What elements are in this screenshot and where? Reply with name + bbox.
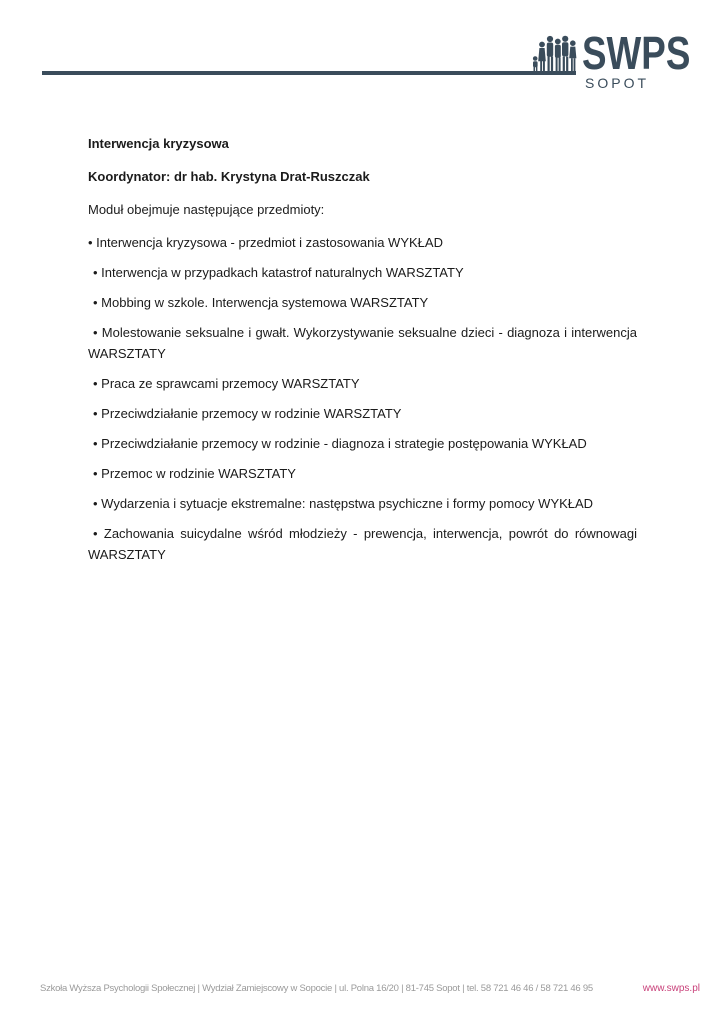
footer-address-text: Szkoła Wyższa Psychologii Społecznej | Wydział Zamiejscowy w Sopocie | ul. Polna 16/20 | 81-745 Sopot | tel. 58 721 46 46 / 58 721 46 95: [40, 983, 593, 994]
bullet-line-continuation: WARSZTATY: [88, 346, 166, 361]
header-divider-line: [42, 71, 576, 75]
footer-website-link[interactable]: www.swps.pl: [642, 983, 700, 994]
bullet-item: • Interwencja kryzysowa - przedmiot i zastosowania WYKŁAD: [88, 235, 443, 250]
brand-logo-text: SWPS: [582, 27, 691, 79]
bullet-line-justified: • Zachowania suicydalne wśród młodzieży - prewencja, interwencja, powrót do równowagi: [93, 526, 637, 541]
module-title: Interwencja kryzysowa: [88, 136, 229, 151]
intro-line: Moduł obejmuje następujące przedmioty:: [88, 202, 325, 217]
bullet-item: • Mobbing w szkole. Interwencja systemowa WARSZTATY: [93, 295, 429, 310]
bullet-item: • Przemoc w rodzinie WARSZTATY: [93, 466, 296, 481]
bullet-item: • Interwencja w przypadkach katastrof naturalnych WARSZTATY: [93, 265, 464, 280]
bullet-item: • Praca ze sprawcami przemocy WARSZTATY: [93, 376, 360, 391]
bullet-item: • Przeciwdziałanie przemocy w rodzinie WARSZTATY: [93, 406, 402, 421]
document-content: [88, 133, 637, 574]
page-footer: [40, 983, 700, 995]
bullet-item: • Wydarzenia i sytuacje ekstremalne: następstwa psychiczne i formy pomocy WYKŁAD: [93, 496, 594, 511]
bullet-item: [88, 322, 637, 364]
bullet-line-continuation: WARSZTATY: [88, 547, 166, 562]
bullet-item: • Przeciwdziałanie przemocy w rodzinie - diagnoza i strategie postępowania WYKŁAD: [93, 436, 587, 451]
bullet-item: [88, 523, 637, 565]
coordinator-line: Koordynator: dr hab. Krystyna Drat-Ruszczak: [88, 169, 370, 184]
brand-location-text: SOPOT: [585, 75, 650, 91]
bullet-line-justified: • Molestowanie seksualne i gwałt. Wykorzystywanie seksualne dzieci - diagnoza i interwencja: [93, 325, 637, 340]
family-silhouettes-icon: [531, 31, 578, 72]
